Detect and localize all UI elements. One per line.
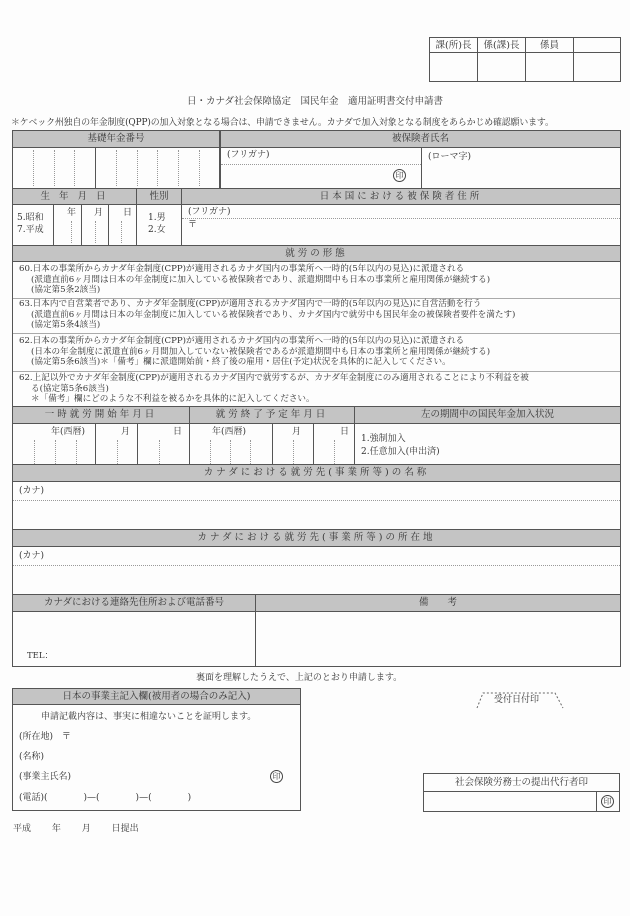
employer-address-field[interactable]: (所在地) 〒: [19, 732, 71, 742]
year-label: 年(西暦): [51, 427, 86, 437]
insured-name-header: 被保険者氏名: [219, 131, 620, 148]
era-option-showa[interactable]: 5.昭和: [17, 213, 44, 223]
insured-name-kanji-input[interactable]: [219, 148, 422, 188]
qpp-notice: ＊ケベック州独自の年金制度(QPP)の加入対象となる場合は、申請できません。カナダで加入対象となる制度をあらかじめ確認願います。: [11, 118, 554, 128]
day-label: 日: [340, 427, 350, 437]
declaration-text: 裏面を理解したうえで、上記のとおり申請します。: [196, 673, 403, 683]
year-label: 年: [67, 208, 77, 218]
work-type-option-60[interactable]: 60.日本の事業所からカナダ年金制度(CPP)が適用されるカナダ国内の事業所へ一時的(5年以内の見込)に派遣される (派遣直前6ヶ月間は日本の年金制度に加入している被保険者であり、派遣期間中も日本の事業所と雇用関係が継続する) (協定第5条2該当): [19, 264, 491, 295]
approval-label: 課(所)長: [430, 38, 477, 53]
employer-name-header: カナダにおける就労先(事業所等)の名称: [13, 464, 620, 482]
end-date-header: 就労終了予定年月日: [189, 406, 354, 424]
receipt-stamp-label: 受付日付印: [494, 695, 540, 705]
status-option-voluntary[interactable]: 2.任意加入(申出済): [361, 447, 440, 457]
japan-address-input[interactable]: [181, 205, 620, 245]
kana-label: (カナ): [19, 486, 45, 496]
approval-label: 係員: [526, 38, 573, 53]
romaji-label: (ローマ字): [428, 152, 472, 162]
pension-number-input[interactable]: [13, 148, 219, 188]
employer-phone-field[interactable]: (電話)( )—( )—( ): [19, 793, 192, 803]
agent-seal-input[interactable]: [424, 792, 596, 811]
month-label: 月: [94, 208, 104, 218]
insured-name-romaji-input[interactable]: [422, 148, 620, 188]
tel-label: TEL：: [27, 651, 54, 661]
approval-cell-staff: [526, 38, 574, 81]
furigana-label: (フリガナ): [227, 150, 270, 160]
seal-icon: 印: [270, 770, 283, 783]
era-option-heisei[interactable]: 7.平成: [17, 225, 44, 235]
agent-seal-box: [423, 773, 620, 812]
postal-mark: 〒: [188, 220, 198, 230]
pension-number-header: 基礎年金番号: [13, 131, 219, 148]
address-header: 日本国における被保険者住所: [181, 188, 620, 205]
approval-cell-blank: [574, 38, 621, 81]
employer-name-input[interactable]: [13, 482, 620, 529]
work-type-option-63[interactable]: 63.日本内で自営業者であり、カナダ年金制度(CPP)が適用されるカナダ国内で一時的(5年以内の見込)に自営活動を行う (派遣直前6ヶ月間は日本の年金制度に加入している被保険者であり、カナダ国内で就労中も国民年金の被保険者要件を満たす) (協定第5条4該当): [19, 299, 516, 330]
work-type-option-62a[interactable]: 62.日本の事業所からカナダ年金制度(CPP)が適用されるカナダ国内の事業所へ一時的(5年以内の見込)に派遣される (日本の年金制度に派遣直前6ヶ月間加入していない被保険者であるが派遣期間中も日本の事業所と雇用関係が継続する) (協定第5条6該当)＊「備考」欄に派遣開始前・終了後の雇用・居住(予定)状況を具体的に記入してください。: [19, 336, 491, 367]
submission-date[interactable]: 平成 年 月 日提出: [13, 824, 139, 834]
employer-address-header: カナダにおける就労先(事業所等)の所在地: [13, 529, 620, 547]
birthdate-header: 生 年 月 日: [13, 188, 136, 205]
start-date-input[interactable]: [13, 424, 189, 464]
pension-status-input[interactable]: [354, 424, 620, 464]
month-label: 月: [292, 427, 302, 437]
day-label: 日: [123, 208, 133, 218]
remarks-header: 備 考: [255, 594, 620, 612]
employer-certification-box: [12, 688, 301, 811]
agent-seal-header: 社会保険労務士の提出代行者印: [424, 774, 619, 792]
status-option-mandatory[interactable]: 1.強制加入: [361, 434, 406, 444]
receipt-stamp-area: [475, 690, 565, 710]
approval-box: [429, 37, 621, 82]
pension-status-header: 左の期間中の国民年金加入状況: [354, 406, 620, 424]
seal-icon: 印: [601, 795, 614, 808]
gender-option-male[interactable]: 1.男: [148, 213, 166, 223]
year-label: 年(西暦): [212, 427, 247, 437]
contact-input[interactable]: [13, 612, 255, 666]
kana-label: (カナ): [19, 551, 45, 561]
employer-name-field[interactable]: (名称): [19, 752, 45, 762]
furigana-label: (フリガナ): [188, 207, 231, 217]
contact-header: カナダにおける連絡先住所および電話番号: [13, 594, 255, 612]
remarks-input[interactable]: [255, 612, 620, 666]
certify-text: 申請記載内容は、事実に相違ないことを証明します。: [41, 712, 257, 722]
form-title: 日・カナダ社会保障協定 国民年金 適用証明書交付申請書: [186, 96, 444, 107]
approval-cell-subsection-chief: [478, 38, 526, 81]
work-type-header: 就労の形態: [13, 245, 620, 262]
work-type-option-62b[interactable]: 62.上記以外でカナダ年金制度(CPP)が適用されるカナダ国内で就労するが、カナダ年金制度にのみ適用されることにより不利益を被 る(協定第5条6該当) ＊「備考」欄にどのような不利益を被るかを具体的に記入してください。: [19, 373, 529, 404]
approval-cell-section-chief: [430, 38, 478, 81]
employer-address-input[interactable]: [13, 547, 620, 594]
employer-section-header: 日本の事業主記入欄(被用者の場合のみ記入): [13, 689, 300, 705]
seal-icon: 印: [393, 169, 406, 182]
approval-label: [574, 38, 621, 53]
gender-header: 性別: [136, 188, 181, 205]
gender-option-female[interactable]: 2.女: [148, 225, 166, 235]
main-form: [12, 130, 621, 667]
birthdate-input[interactable]: [13, 205, 136, 245]
approval-label: 係(課)長: [478, 38, 525, 53]
day-label: 日: [173, 427, 183, 437]
month-label: 月: [121, 427, 131, 437]
employer-owner-field[interactable]: (事業主氏名): [19, 772, 72, 782]
start-date-header: 一時就労開始年月日: [13, 406, 189, 424]
gender-input[interactable]: [136, 205, 181, 245]
end-date-input[interactable]: [189, 424, 354, 464]
